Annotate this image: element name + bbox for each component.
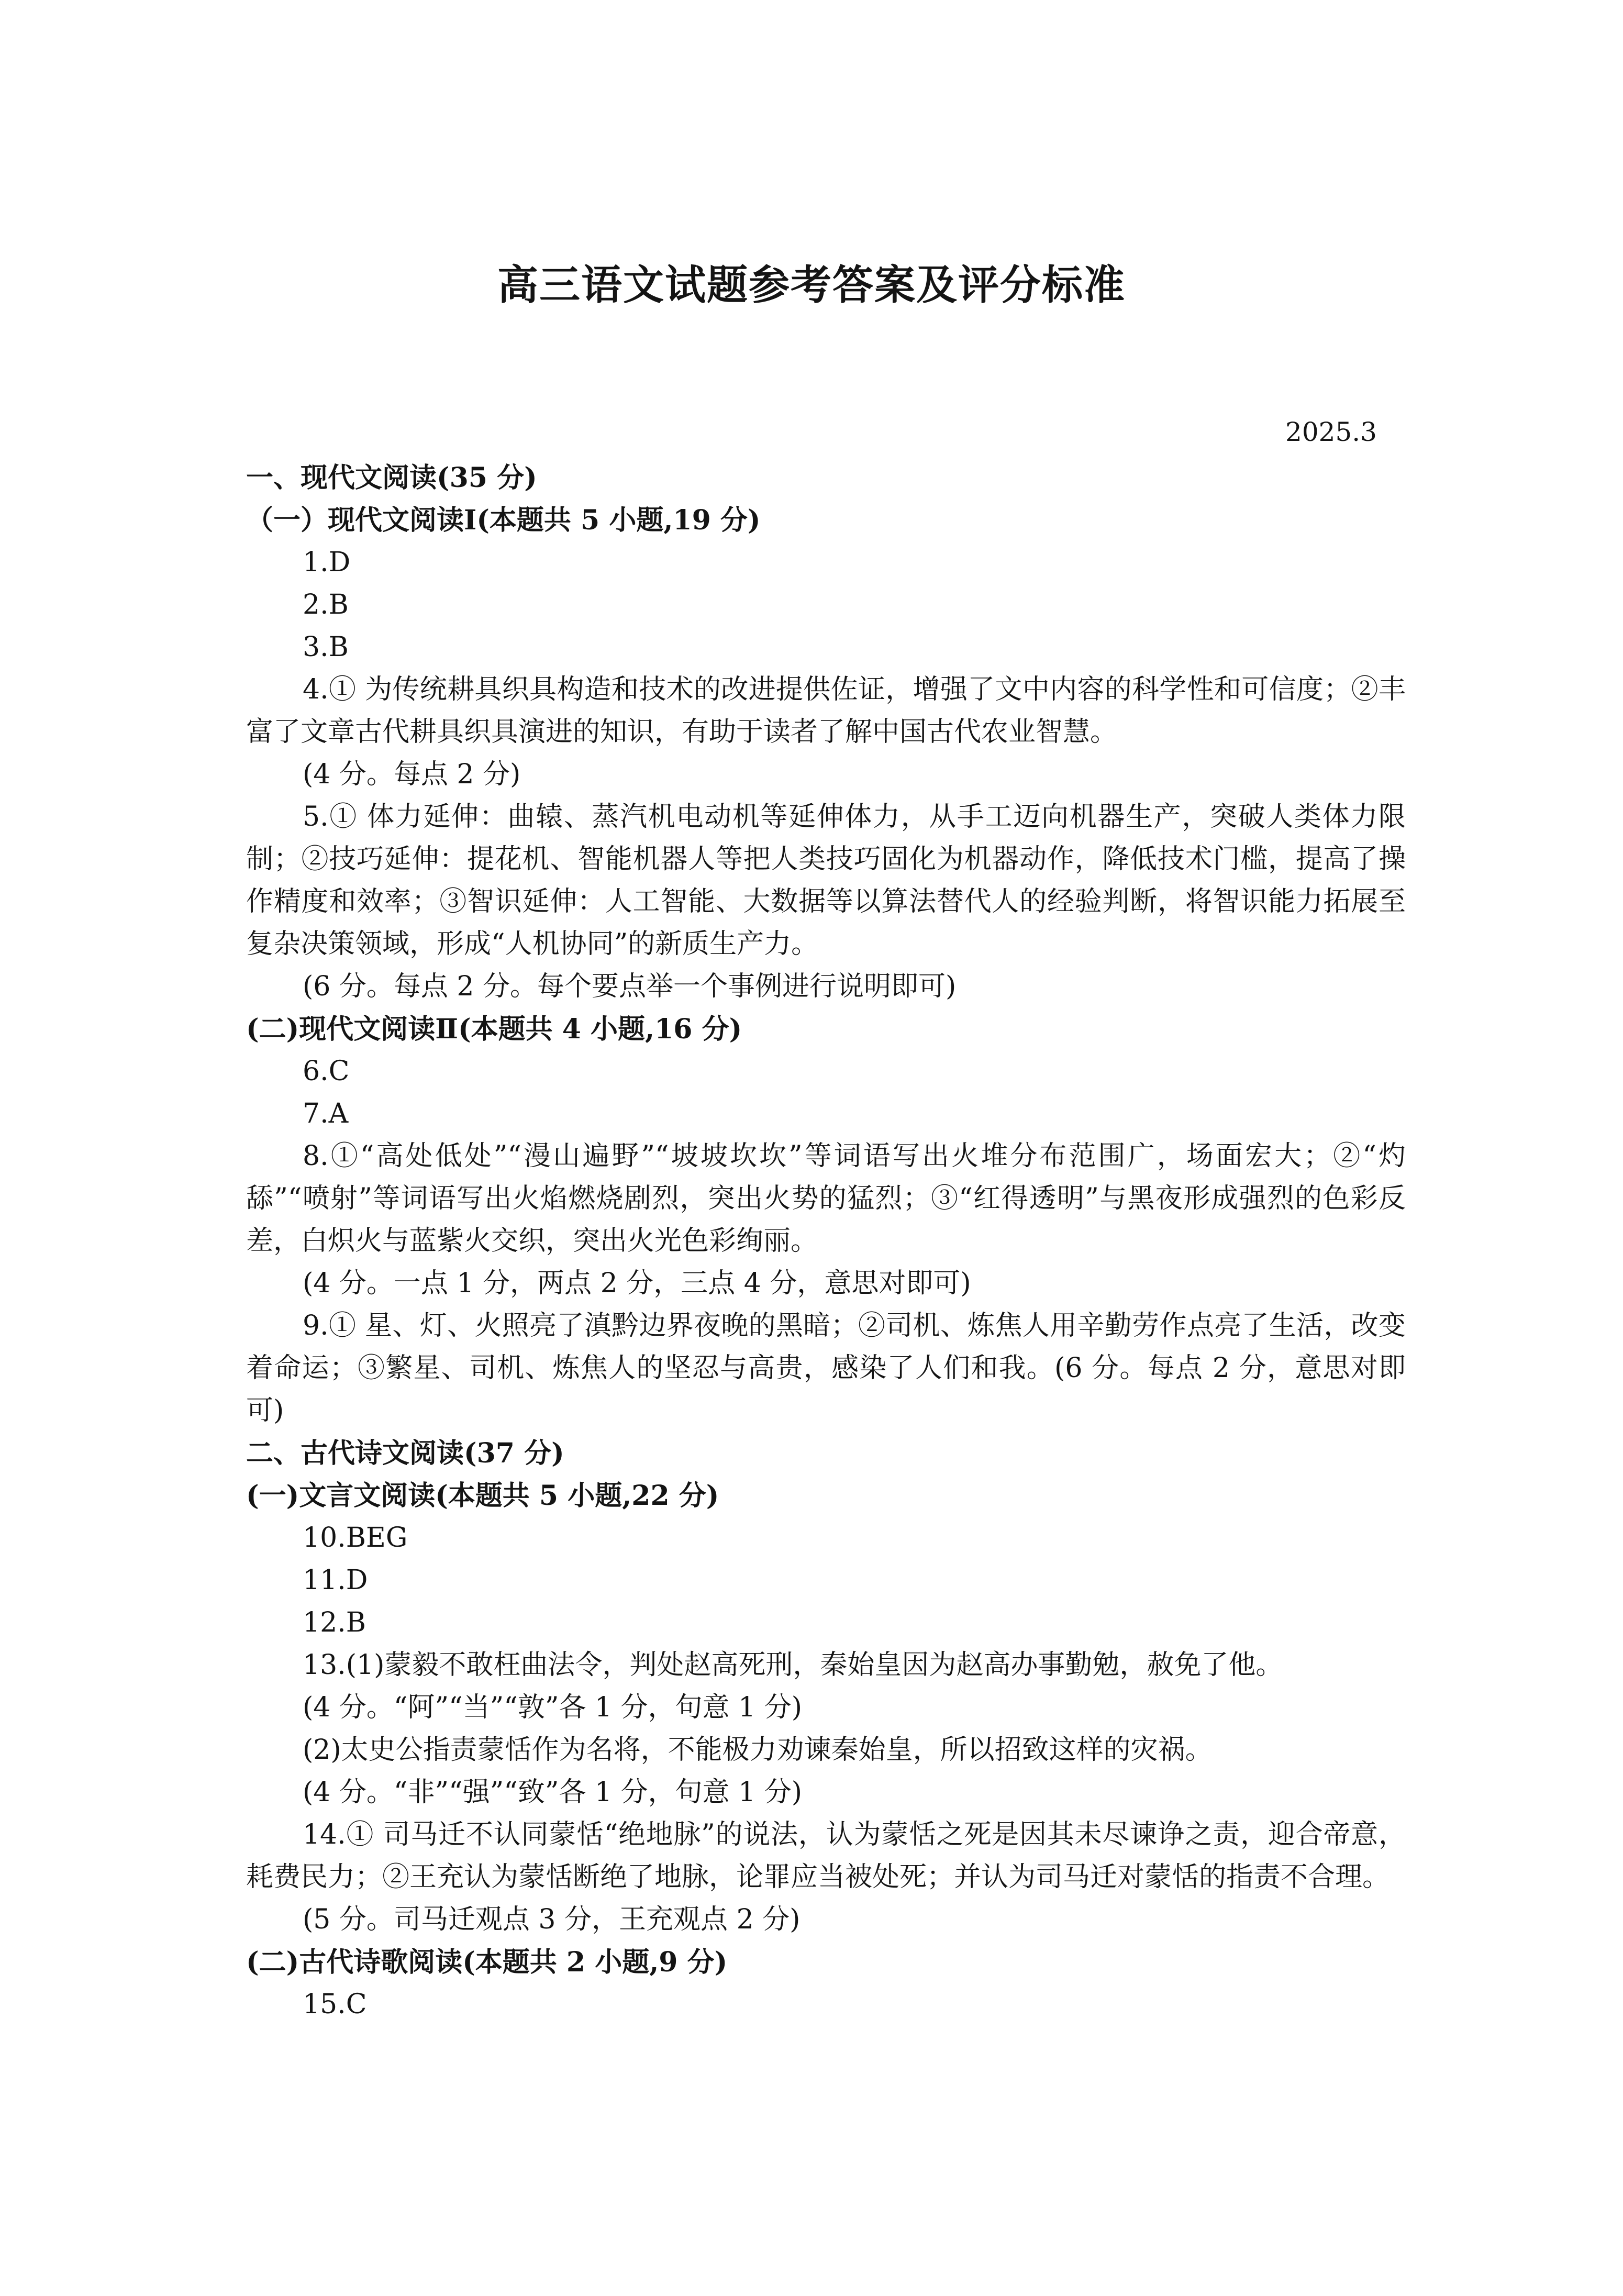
answer-paragraph: 5.① 体力延伸：曲辕、蒸汽机电动机等延伸体力，从手工迈向机器生产，突破人类体力限制；②技巧延伸：提花机、智能机器人等把人类技巧固化为机器动作，降低技术门槛，提高了操作精度和效率；③智识延伸：人工智能、大数据等以算法替代人的经验判断，将智识能力拓展至复杂决策领域，形成“人机协同”的新质生产力。: [246, 801, 1406, 960]
section-heading: 一、现代文阅读(35 分): [246, 462, 537, 494]
answer-item: 6.C: [303, 1056, 350, 1087]
answer-item: 3.B: [303, 631, 349, 663]
document-date: 2025.3: [1285, 417, 1377, 447]
answer-item: (5 分。司马迁观点 3 分，王充观点 2 分): [303, 1904, 801, 1935]
answer-paragraph: 8.①“高处低处”“漫山遍野”“坡坡坎坎”等词语写出火堆分布范围广，场面宏大；②“灼舔”“喷射”等词语写出火焰燃烧剧烈，突出火势的猛烈；③“红得透明”与黑夜形成强烈的色彩反差，白炽火与蓝紫火交织，突出火光色彩绚丽。: [246, 1140, 1406, 1257]
answer-paragraph: 14.① 司马迁不认同蒙恬“绝地脉”的说法，认为蒙恬之死是因其未尽谏诤之责，迎合帝意，耗费民力；②王充认为蒙恬断绝了地脉，论罪应当被处死；并认为司马迁对蒙恬的指责不合理。: [246, 1819, 1406, 1893]
answer-item: (4 分。一点 1 分，两点 2 分，三点 4 分，意思对即可): [303, 1268, 971, 1299]
answer-item: 12.B: [303, 1607, 366, 1638]
answer-item: 15.C: [303, 1989, 367, 2020]
document-body: [246, 457, 1406, 2026]
section-heading: (二)古代诗歌阅读(本题共 2 小题,9 分): [246, 1946, 728, 1978]
section-heading: （一）现代文阅读Ⅰ(本题共 5 小题,19 分): [246, 504, 761, 536]
answer-item: 2.B: [303, 589, 349, 620]
section-heading: (一)文言文阅读(本题共 5 小题,22 分): [246, 1480, 719, 1512]
answer-item: 13.(1)蒙毅不敢枉曲法令，判处赵高死刑，秦始皇因为赵高办事勤勉，赦免了他。: [303, 1649, 1283, 1681]
answer-item: (4 分。每点 2 分): [303, 759, 521, 790]
section-heading: 二、古代诗文阅读(37 分): [246, 1437, 564, 1469]
answer-item: (4 分。“阿”“当”“敦”各 1 分，句意 1 分): [303, 1692, 802, 1723]
document-title: 高三语文试题参考答案及评分标准: [497, 262, 1126, 309]
answer-item: (6 分。每点 2 分。每个要点举一个事例进行说明即可): [303, 971, 957, 1002]
answer-item: 1.D: [303, 547, 351, 578]
answer-item: 11.D: [303, 1565, 368, 1596]
answer-item: (2)太史公指责蒙恬作为名将，不能极力劝谏秦始皇，所以招致这样的灾祸。: [303, 1734, 1213, 1766]
answer-item: 10.BEG: [303, 1522, 408, 1554]
answer-item: 7.A: [303, 1098, 349, 1129]
section-heading: (二)现代文阅读Ⅱ(本题共 4 小题,16 分): [246, 1013, 742, 1045]
answer-paragraph: 9.① 星、灯、火照亮了滇黔边界夜晚的黑暗；②司机、炼焦人用辛勤劳作点亮了生活，改变着命运；③繁星、司机、炼焦人的坚忍与高贵，感染了人们和我。(6 分。每点 2 分，意思对即可): [246, 1310, 1406, 1426]
answer-item: (4 分。“非”“强”“致”各 1 分，句意 1 分): [303, 1777, 802, 1808]
answer-paragraph: 4.① 为传统耕具织具构造和技术的改进提供佐证，增强了文中内容的科学性和可信度；②丰富了文章古代耕具织具演进的知识，有助于读者了解中国古代农业智慧。: [246, 674, 1406, 748]
